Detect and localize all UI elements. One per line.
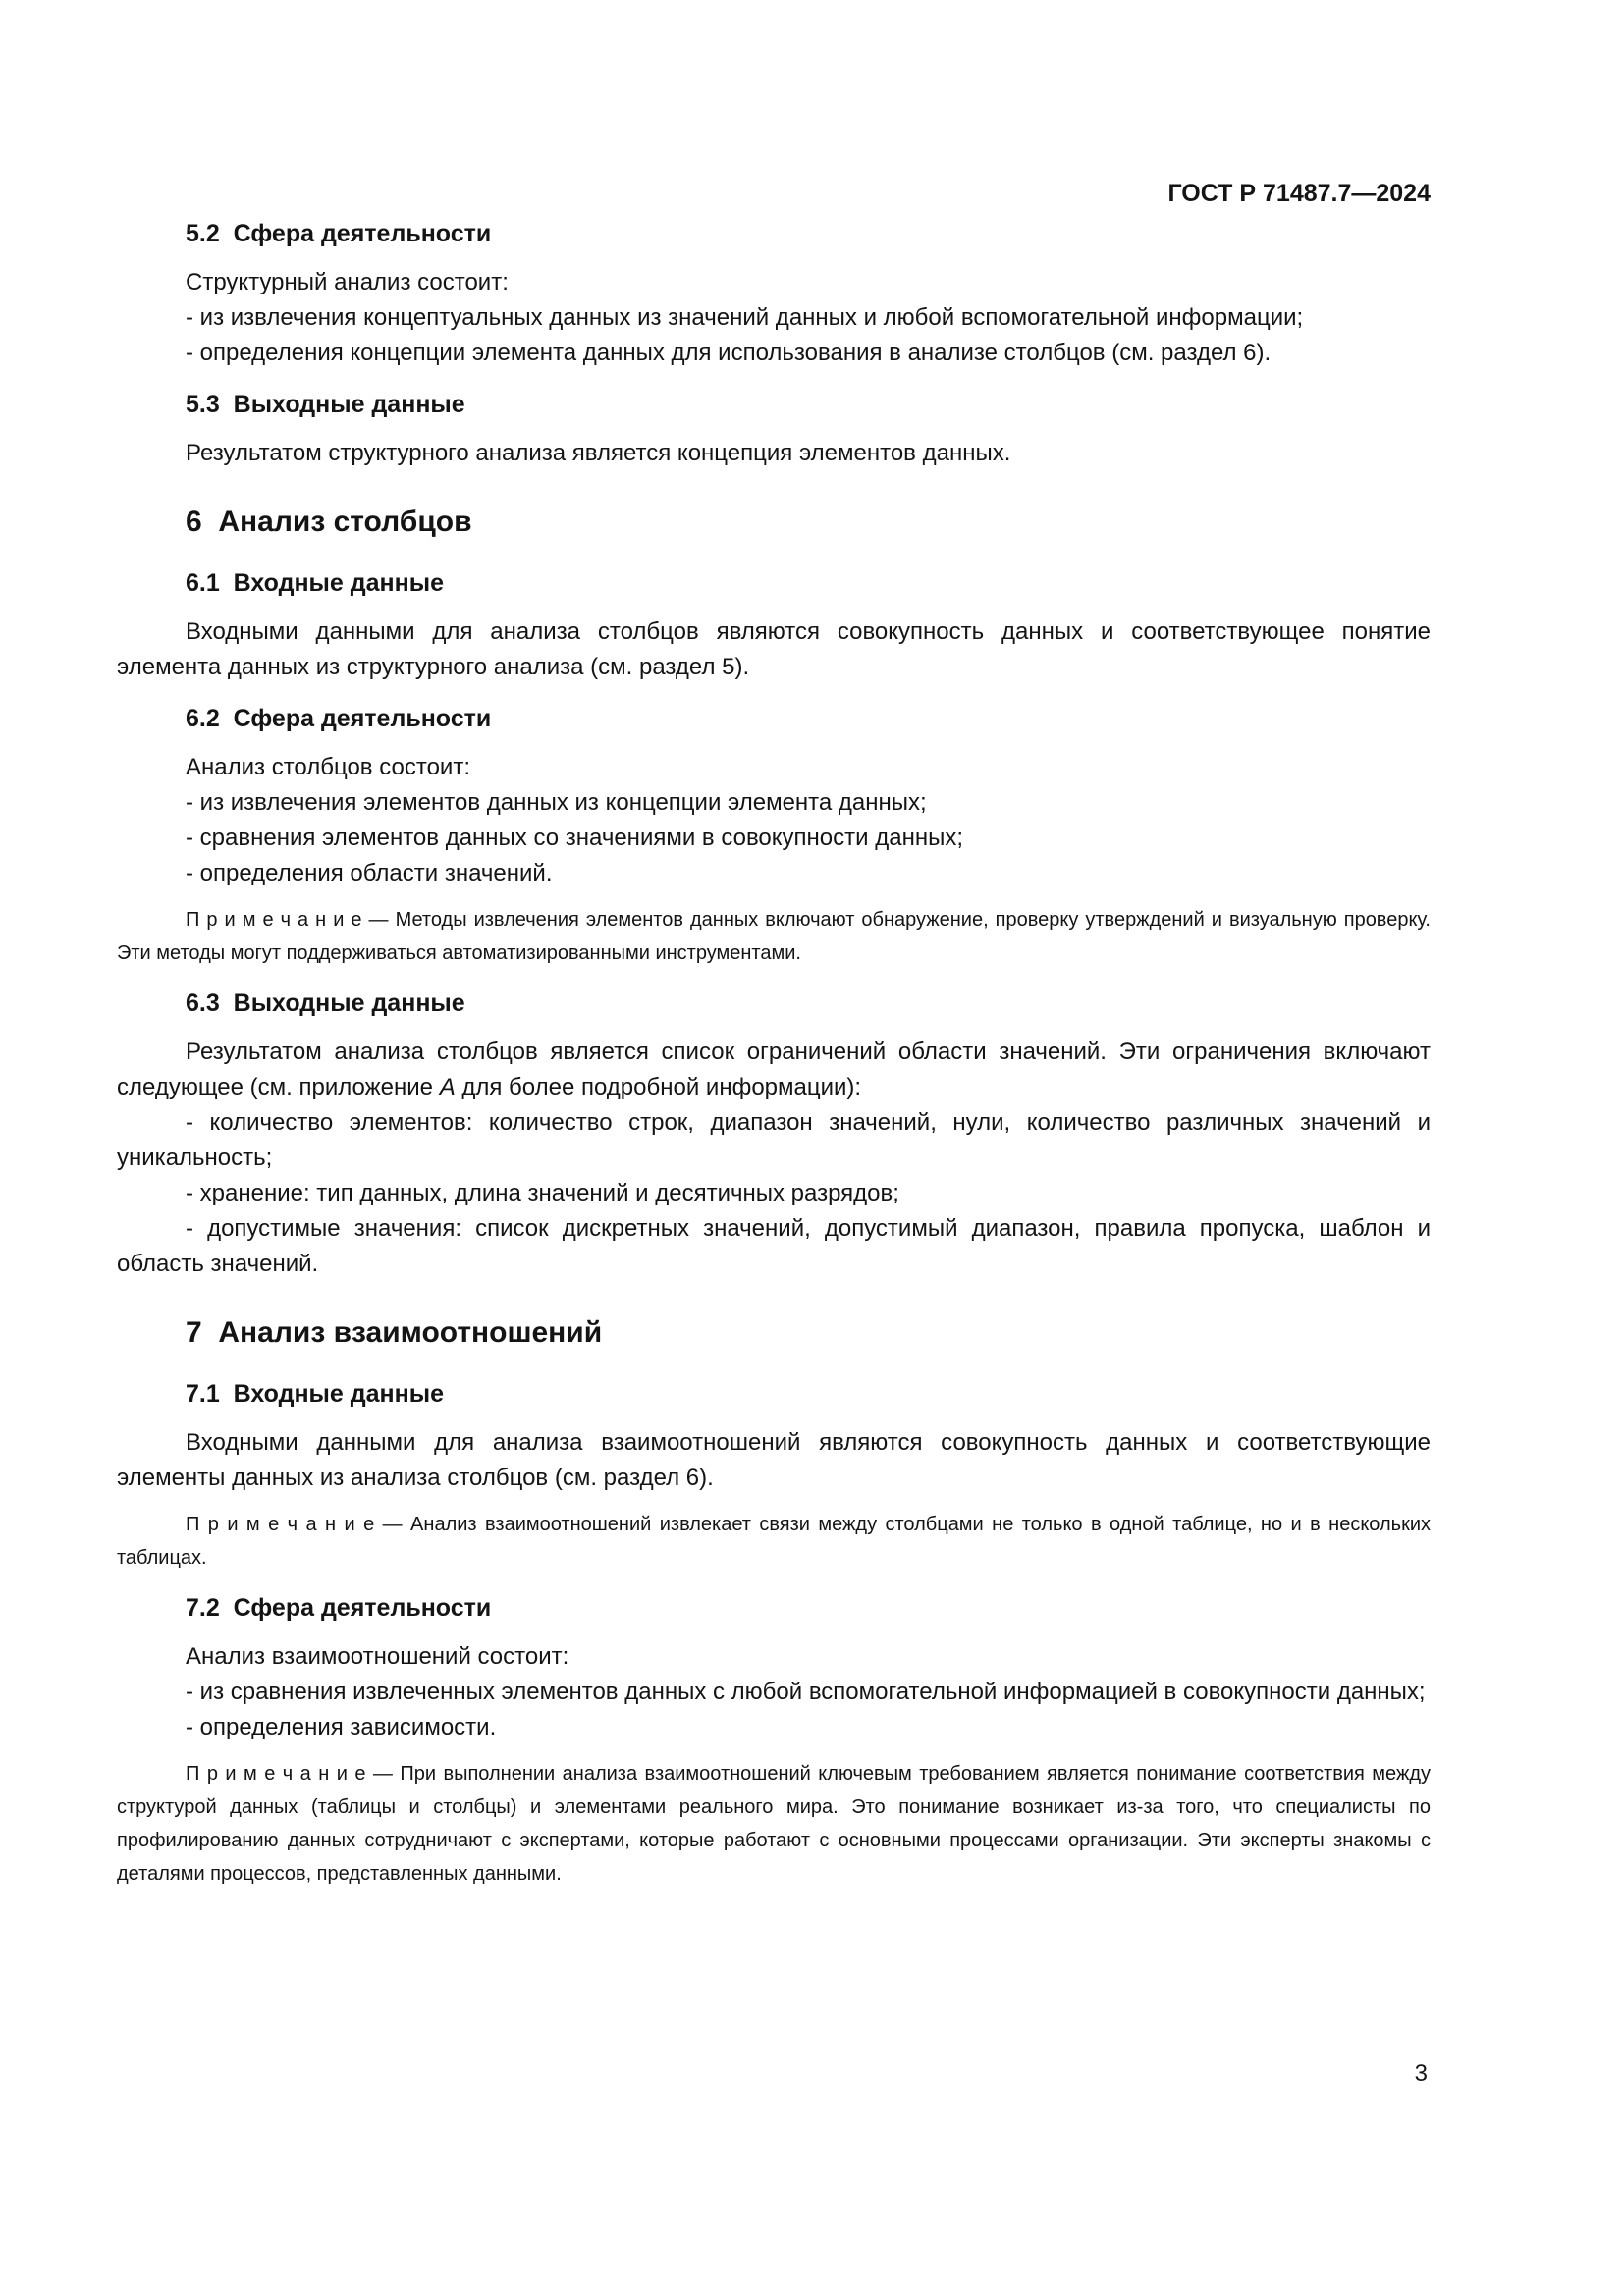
doc-code: ГОСТ Р 71487.7—2024 (1167, 180, 1431, 207)
heading-6-3: 6.3 Выходные данные (186, 989, 465, 1017)
appendix-letter: А (439, 1074, 456, 1100)
heading-6: 6 Анализ столбцов (186, 506, 472, 538)
paragraph-6-1: Входными данными для анализа столбцов являются совокупность данных и соответствующее понятие элемента данных из структурного анализа (см. раздел 5). (117, 618, 1431, 680)
paragraph-5-2-intro: Структурный анализ состоит: (186, 269, 509, 295)
heading-7-1: 7.1 Входные данные (186, 1380, 444, 1408)
list-item-6-3-2: - хранение: тип данных, длина значений и десятичных разрядов; (186, 1180, 899, 1206)
paragraph-6-2-intro: Анализ столбцов состоит: (186, 754, 470, 780)
list-item-5-2-2: - определения концепции элемента данных для использования в анализе столбцов (см. раздел 6). (186, 340, 1272, 366)
list-item-6-2-1: - из извлечения элементов данных из концепции элемента данных; (186, 789, 927, 816)
heading-7-2: 7.2 Сфера деятельности (186, 1594, 492, 1622)
heading-7: 7 Анализ взаимоотношений (186, 1316, 603, 1349)
page-number: 3 (1414, 2060, 1428, 2087)
list-item-5-2-1: - из извлечения концептуальных данных из значений данных и любой вспомогательной информации; (186, 304, 1304, 331)
list-item-6-3-3: - допустимые значения: список дискретных значений, допустимый диапазон, правила пропуска, шаблон и область значений. (117, 1215, 1431, 1277)
note-7-1: П р и м е ч а н и е — Анализ взаимоотношений извлекает связи между столбцами не только в одной таблице, но и в нескольких таблицах. (117, 1514, 1431, 1569)
paragraph-7-1: Входными данными для анализа взаимоотношений являются совокупность данных и соответствующие элементы данных из анализа столбцов (см. раздел 6). (117, 1429, 1431, 1491)
list-item-6-3-1: - количество элементов: количество строк, диапазон значений, нули, количество различных значений и уникальность; (117, 1109, 1431, 1171)
note-6-2: П р и м е ч а н и е — Методы извлечения элементов данных включают обнаружение, проверку утверждений и визуальную проверку. Эти методы могут поддерживаться автоматизированными инструментами. (117, 909, 1431, 964)
heading-5-3: 5.3 Выходные данные (186, 391, 465, 418)
list-item-7-2-1: - из сравнения извлеченных элементов данных с любой вспомогательной информацией в совокупности данных; (186, 1679, 1426, 1705)
page-content (117, 200, 1431, 1900)
heading-6-1: 6.1 Входные данные (186, 569, 444, 597)
paragraph-6-3-text-after: для более подробной информации): (455, 1074, 862, 1100)
list-item-6-2-3: - определения области значений. (186, 860, 553, 886)
paragraph-6-3-text-before: Результатом анализа столбцов является список ограничений области значений. Эти ограничения включают следующее (см. приложение (117, 1039, 1431, 1100)
note-7-2: П р и м е ч а н и е — При выполнении анализа взаимоотношений ключевым требованием является понимание соответствия между структурой данных (таблицы и столбцы) и элементами реального мира. Это понимание возникает из-за того, что специалисты по профилированию данных сотрудничают с экспертами, которые работают с основными процессами организации. Эти эксперты знакомы с деталями процессов, представленных данными. (117, 1763, 1431, 1885)
list-item-7-2-2: - определения зависимости. (186, 1714, 497, 1740)
paragraph-7-2-intro: Анализ взаимоотношений состоит: (186, 1643, 569, 1670)
paragraph-6-3-intro (117, 1035, 1431, 1105)
paragraph-5-3: Результатом структурного анализа является концепция элементов данных. (186, 440, 1011, 466)
heading-6-2: 6.2 Сфера деятельности (186, 705, 492, 732)
list-item-6-2-2: - сравнения элементов данных со значениями в совокупности данных; (186, 825, 963, 851)
heading-5-2: 5.2 Сфера деятельности (186, 220, 492, 247)
